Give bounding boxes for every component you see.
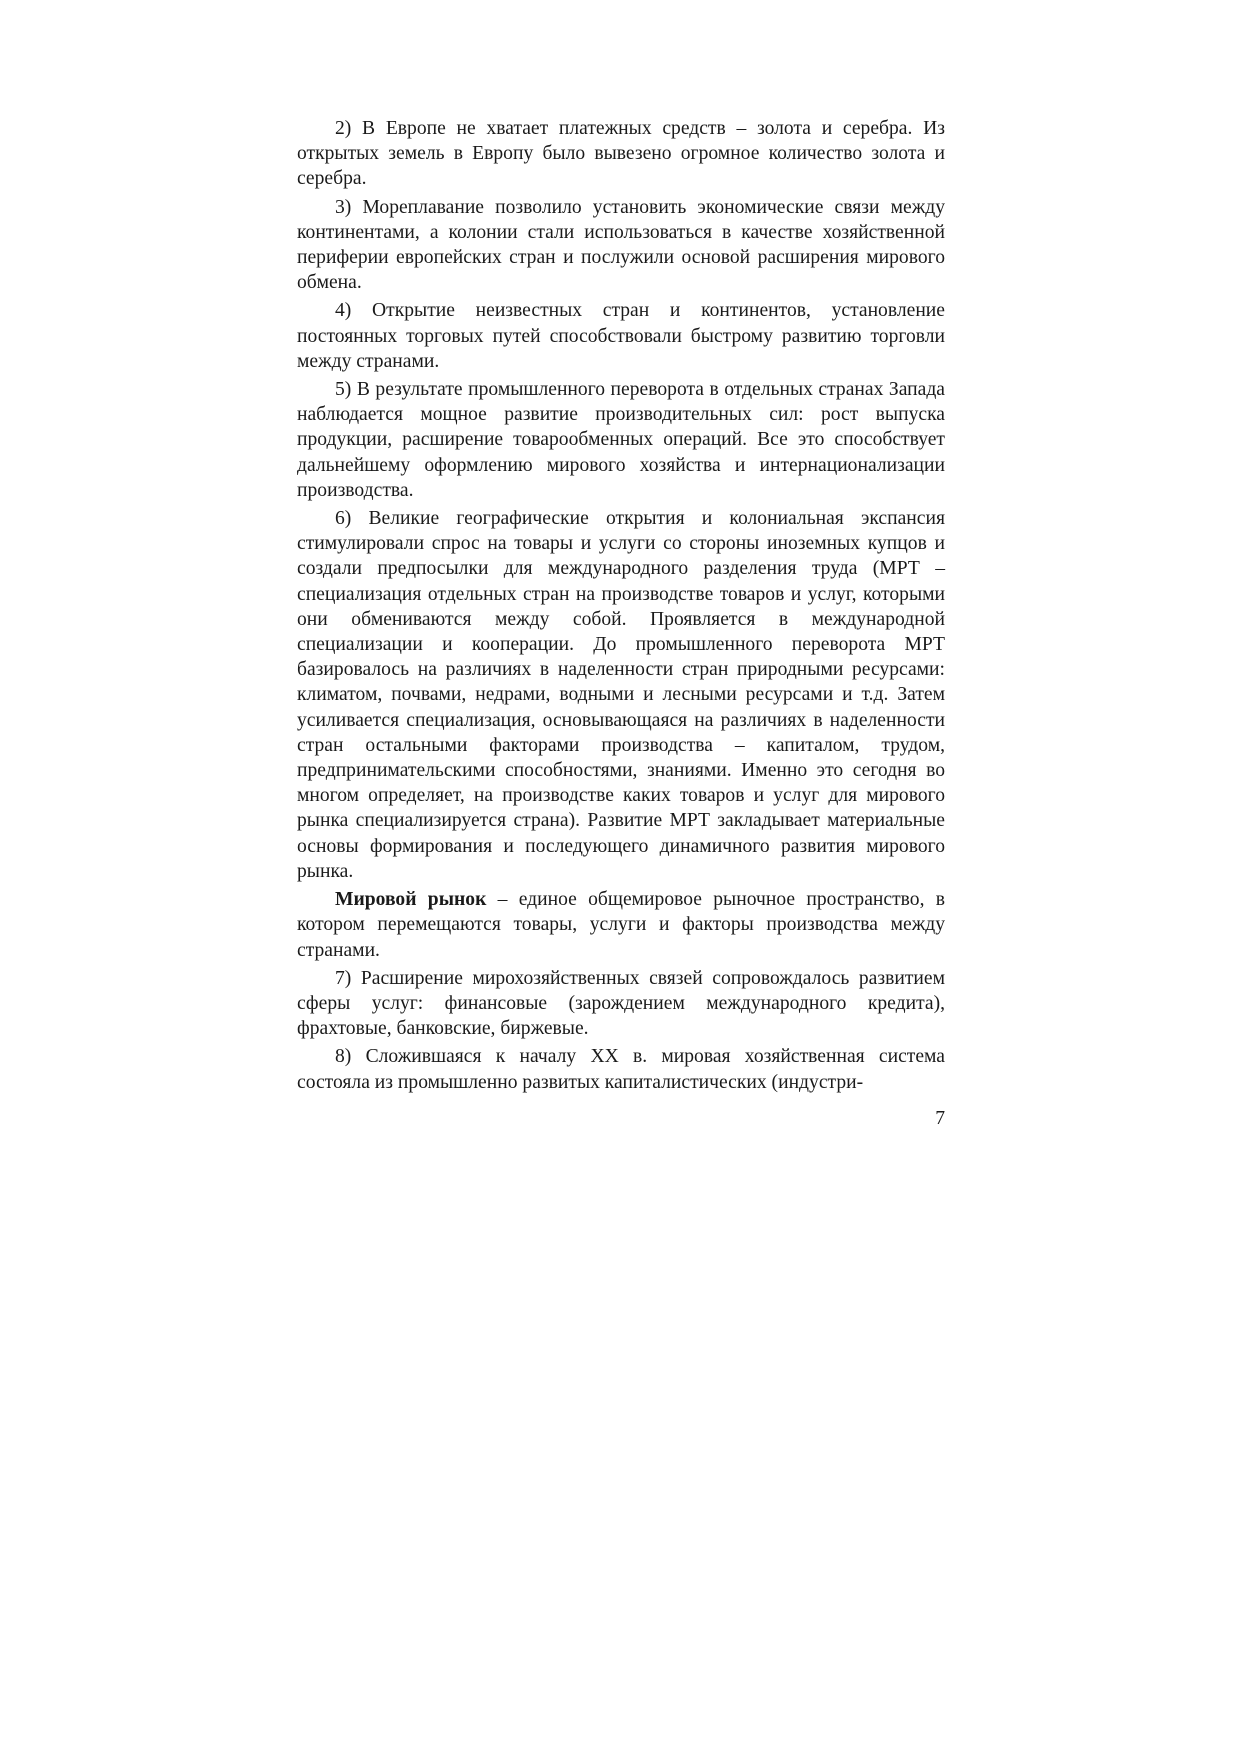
page-body xyxy=(297,116,945,1095)
paragraph-5: 5) В результате промышленного переворота в отдельных странах Запада наблюдается мощное развитие производительных сил: рост выпуска продукции, расширение товарообменных операций. Все это способствует дальнейшему оформлению мирового хозяйства и интернационализации производства. xyxy=(297,379,945,501)
paragraph-4: 4) Открытие неизвестных стран и континентов, установление постоянных торговых путей способствовали быстрому развитию торговли между странами. xyxy=(297,300,945,372)
paragraph-6: 6) Великие географические открытия и колониальная экспансия стимулировали спрос на товары и услуги со стороны иноземных купцов и создали предпосылки для международного разделения труда (МРТ – специализация отдельных стран на производстве товаров и услуг, которыми они обмениваются между собой. Проявляется в международной специализации и кооперации. До промышленного переворота МРТ базировалось на различиях в наделенности стран природными ресурсами: климатом, почвами, недрами, водными и лесными ресурсами и т.д. Затем усиливается специализация, основывающаяся на различиях в наделенности стран остальными факторами производства – капиталом, трудом, предпринимательскими способностями, знаниями. Именно это сегодня во многом определяет, на производстве каких товаров и услуг для мирового рынка специализируется страна). Развитие МРТ закладывает материальные основы формирования и последующего динамичного развития мирового рынка. xyxy=(297,508,945,882)
definition-term: Мировой рынок xyxy=(335,889,487,911)
definition-body: – единое общемировое рыночное пространство, в котором перемещаются товары, услуги и факторы производства между странами. xyxy=(297,889,945,961)
paragraph-3: 3) Мореплавание позволило установить экономические связи между континентами, а колонии стали использоваться в качестве хозяйственной периферии европейских стран и послужили основой расширения мирового обмена. xyxy=(297,196,945,294)
paragraph-8: 8) Сложившаяся к началу XX в. мировая хозяйственная система состояла из промышленно развитых капиталистических (индустри- xyxy=(297,1046,945,1093)
paragraph-2: 2) В Европе не хватает платежных средств – золота и серебра. Из открытых земель в Европу было вывезено огромное количество золота и серебра. xyxy=(297,118,945,190)
page-number: 7 xyxy=(935,1108,945,1129)
paragraph-7: 7) Расширение мирохозяйственных связей сопровождалось развитием сферы услуг: финансовые (зарождением международного кредита), фрахтовые, банковские, биржевые. xyxy=(297,967,945,1040)
definition-world-market xyxy=(297,887,945,963)
